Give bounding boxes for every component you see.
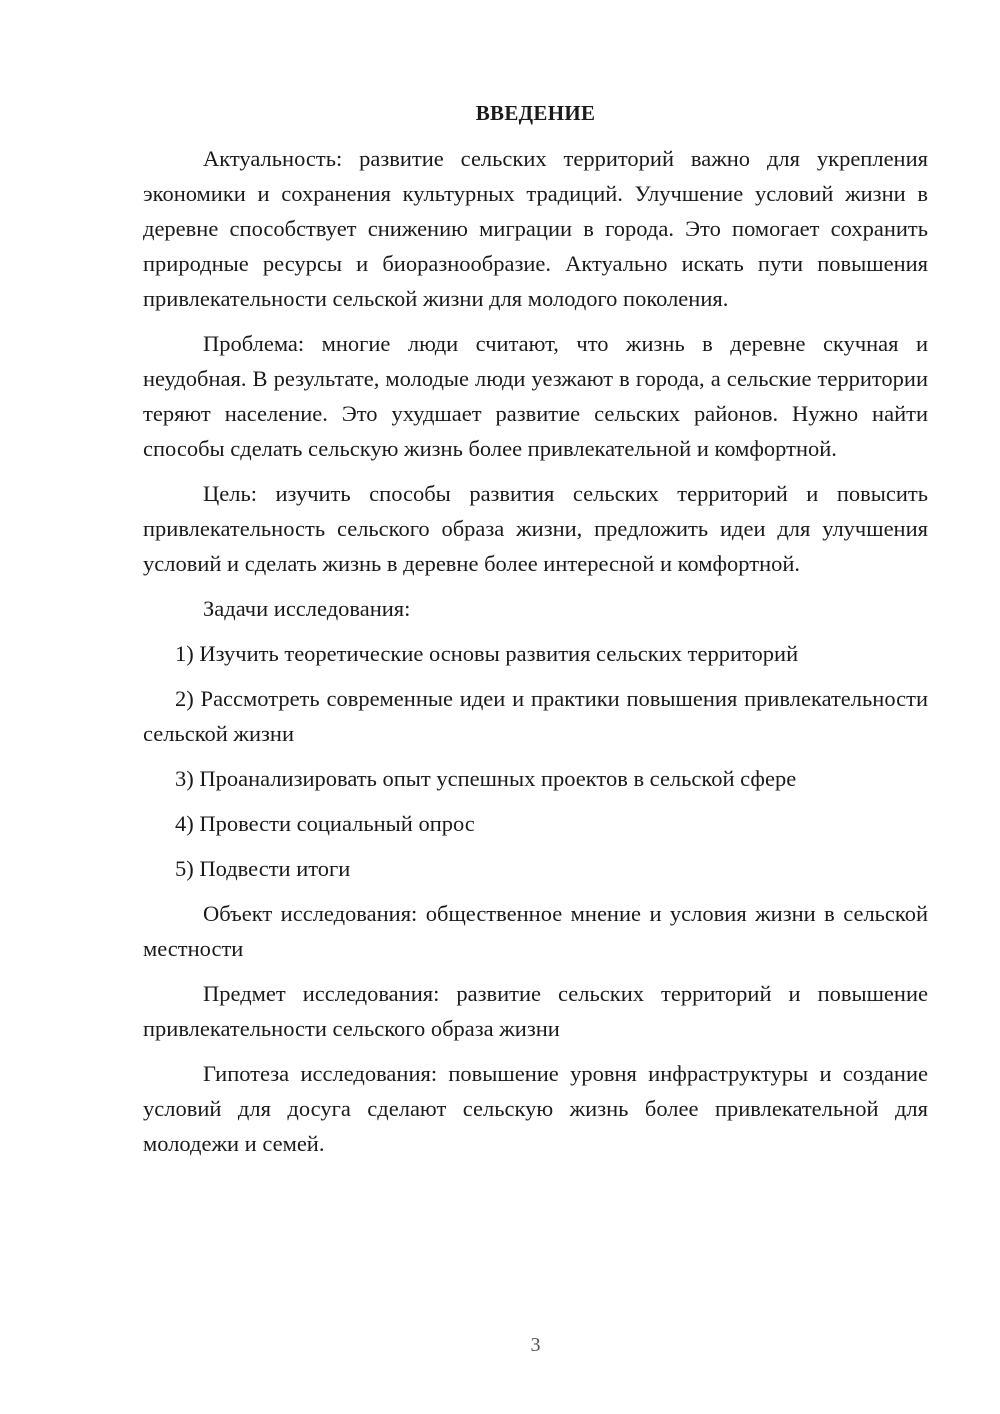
paragraph-relevance: Актуальность: развитие сельских территорий важно для укрепления экономики и сохранения культурных традиций. Улучшение условий жизни в деревне способствует снижению миграции в города. Это помогает сохранить природные ресурсы и биоразнообразие. Актуально искать пути повышения привлекательности сельской жизни для молодого поколения. xyxy=(143,146,928,311)
task-item: 4) Провести социальный опрос xyxy=(175,811,475,836)
page-number: 3 xyxy=(530,1334,541,1356)
page-content xyxy=(143,96,928,1171)
task-item: 1) Изучить теоретические основы развития сельских территорий xyxy=(175,641,799,666)
task-item: 5) Подвести итоги xyxy=(175,856,351,881)
paragraph-goal: Цель: изучить способы развития сельских территорий и повысить привлекательность сельского образа жизни, предложить идеи для улучшения условий и сделать жизнь в деревне более интересной и комфортной. xyxy=(143,481,928,576)
task-item: 2) Рассмотреть современные идеи и практики повышения привлекательности сельской жизни xyxy=(143,686,928,746)
task-item: 3) Проанализировать опыт успешных проектов в сельской сфере xyxy=(175,766,797,791)
paragraph-hypothesis: Гипотеза исследования: повышение уровня инфраструктуры и создание условий для досуга сделают сельскую жизнь более привлекательной для молодежи и семей. xyxy=(143,1061,928,1156)
page-title: ВВЕДЕНИЕ xyxy=(475,101,596,125)
paragraph-object: Объект исследования: общественное мнение и условия жизни в сельской местности xyxy=(143,901,928,961)
paragraph-problem: Проблема: многие люди считают, что жизнь в деревне скучная и неудобная. В результате, молодые люди уезжают в города, а сельские территории теряют население. Это ухудшает развитие сельских районов. Нужно найти способы сделать сельскую жизнь более привлекательной и комфортной. xyxy=(143,331,928,461)
tasks-heading: Задачи исследования: xyxy=(203,596,411,621)
paragraph-subject: Предмет исследования: развитие сельских территорий и повышение привлекательности сельского образа жизни xyxy=(143,981,928,1041)
